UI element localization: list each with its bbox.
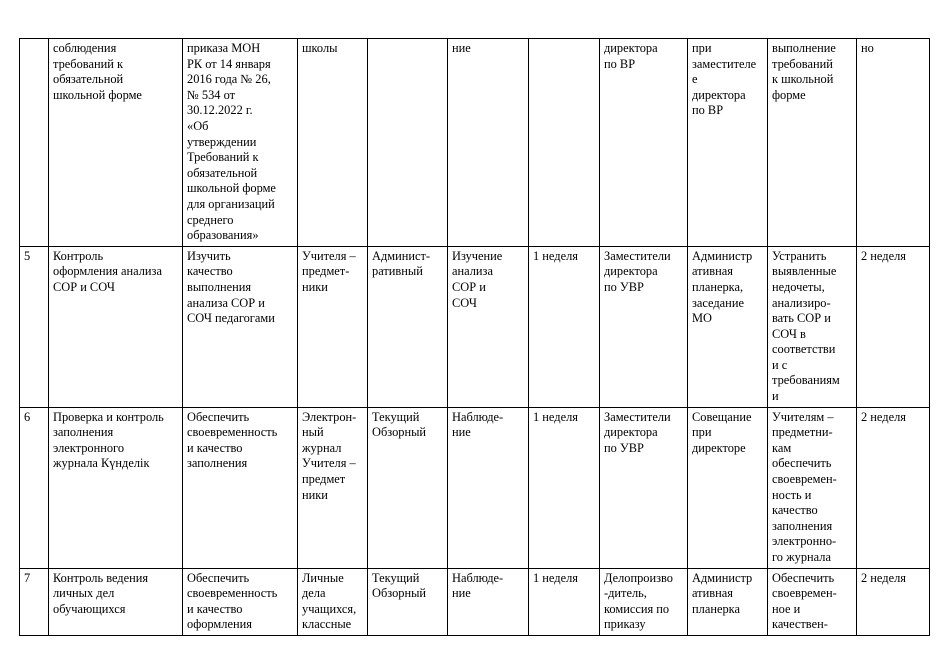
cell-management-decision: Учителям – предметни- кам обеспечить своевремен- ность и качество заполнения электронно- го журнала bbox=[768, 407, 857, 568]
cell-responsible: Заместители директора по УВР bbox=[600, 407, 688, 568]
cell-deadline: 1 неделя bbox=[529, 407, 600, 568]
cell-responsible: директора по ВР bbox=[600, 39, 688, 247]
cell-control-goal: приказа МОН РК от 14 января 2016 года № 26, № 534 от 30.12.2022 г. «Об утверждении Требований к обязательной школьной форме для организаций среднего образования» bbox=[183, 39, 298, 247]
cell-control-method: Наблюде- ние bbox=[448, 568, 529, 635]
cell-control-goal: Обеспечить своевременность и качество заполнения bbox=[183, 407, 298, 568]
table-row bbox=[20, 407, 930, 568]
cell-management-decision: выполнение требований к школьной форме bbox=[768, 39, 857, 247]
cell-control-method: Наблюде- ние bbox=[448, 407, 529, 568]
control-plan-table bbox=[19, 38, 930, 636]
cell-control-type: Текущий Обзорный bbox=[368, 407, 448, 568]
cell-secondary-control: но bbox=[857, 39, 930, 247]
cell-control-object: школы bbox=[298, 39, 368, 247]
table-row bbox=[20, 246, 930, 407]
cell-control-subject: Контроль ведения личных дел обучающихся bbox=[49, 568, 183, 635]
cell-secondary-control: 2 неделя bbox=[857, 568, 930, 635]
cell-deadline: 1 неделя bbox=[529, 568, 600, 635]
cell-control-method: ние bbox=[448, 39, 529, 247]
cell-control-type: Админист- ративный bbox=[368, 246, 448, 407]
cell-control-object: Электрон- ный журнал Учителя – предмет ники bbox=[298, 407, 368, 568]
cell-deadline: 1 неделя bbox=[529, 246, 600, 407]
cell-management-decision: Устранить выявленные недочеты, анализиро- вать СОР и СОЧ в соответстви и с требованиям и bbox=[768, 246, 857, 407]
cell-control-subject: Контроль оформления анализа СОР и СОЧ bbox=[49, 246, 183, 407]
cell-review-place: Администр ативная планерка, заседание МО bbox=[688, 246, 768, 407]
cell-review-place: при заместителе е директора по ВР bbox=[688, 39, 768, 247]
cell-management-decision: Обеспечить своевремен- ное и качествен- bbox=[768, 568, 857, 635]
table-row bbox=[20, 39, 930, 247]
cell-secondary-control: 2 неделя bbox=[857, 246, 930, 407]
cell-number bbox=[20, 39, 49, 247]
table-row bbox=[20, 568, 930, 635]
cell-secondary-control: 2 неделя bbox=[857, 407, 930, 568]
cell-control-object: Учителя – предмет- ники bbox=[298, 246, 368, 407]
cell-number: 6 bbox=[20, 407, 49, 568]
cell-control-type bbox=[368, 39, 448, 247]
cell-control-goal: Изучить качество выполнения анализа СОР и СОЧ педагогами bbox=[183, 246, 298, 407]
cell-deadline bbox=[529, 39, 600, 247]
cell-responsible: Делопроизво -дитель, комиссия по приказу bbox=[600, 568, 688, 635]
cell-review-place: Совещание при директоре bbox=[688, 407, 768, 568]
cell-control-object: Личные дела учащихся, классные bbox=[298, 568, 368, 635]
cell-control-method: Изучение анализа СОР и СОЧ bbox=[448, 246, 529, 407]
cell-control-subject: Проверка и контроль заполнения электронного журнала Күнделік bbox=[49, 407, 183, 568]
cell-control-goal: Обеспечить своевременность и качество оформления bbox=[183, 568, 298, 635]
cell-number: 5 bbox=[20, 246, 49, 407]
cell-number: 7 bbox=[20, 568, 49, 635]
cell-control-type: Текущий Обзорный bbox=[368, 568, 448, 635]
cell-control-subject: соблюдения требований к обязательной школьной форме bbox=[49, 39, 183, 247]
cell-review-place: Администр ативная планерка bbox=[688, 568, 768, 635]
cell-responsible: Заместители директора по УВР bbox=[600, 246, 688, 407]
